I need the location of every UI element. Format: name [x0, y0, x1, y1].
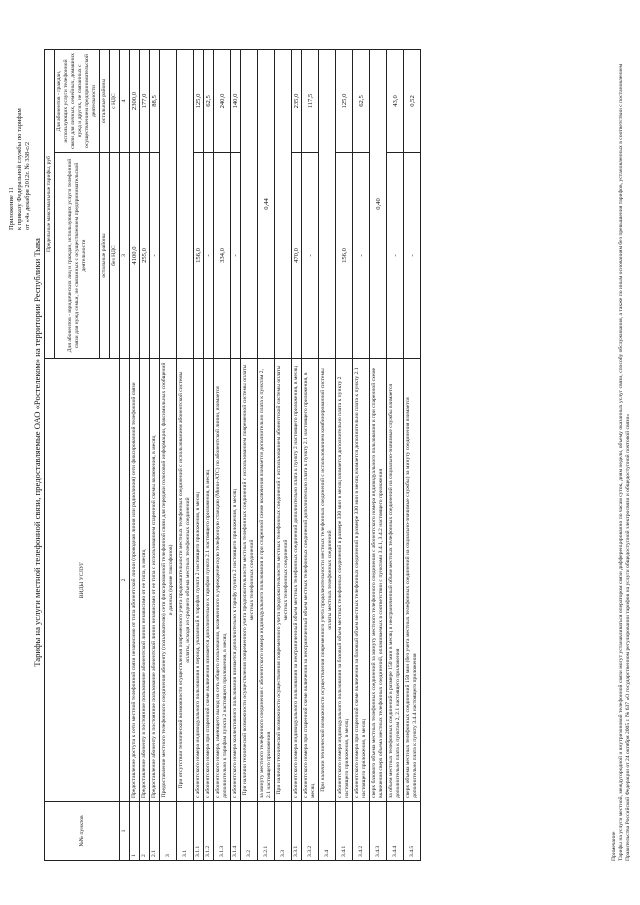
table-row — [302, 50, 319, 861]
table-row — [204, 50, 214, 861]
table-row — [336, 50, 353, 861]
note — [611, 44, 632, 861]
row-value-citizen: 235,0 — [292, 50, 302, 153]
appendix-block — [8, 40, 32, 230]
row-number: 3.1.4 — [231, 802, 241, 861]
row-number: 3.4.1 — [336, 802, 353, 861]
header-services: ВИДЫ УСЛУГ — [45, 359, 120, 802]
row-number: 3.2 — [241, 802, 258, 861]
row-value-citizen: 62,5 — [204, 50, 214, 153]
row-empty-values — [241, 50, 258, 359]
appendix-line-2: к приказу Федеральной службы по тарифам — [16, 108, 23, 230]
row-service: При наличии технической возможности осуществления повременного учета продолжительности местных телефонных соединений с использованием повременной системы оплаты местных телефонных соединений — [241, 359, 258, 802]
row-value-legal: - — [404, 153, 421, 359]
row-value-citizen: 88,5 — [150, 50, 160, 153]
row-number: 1 — [130, 802, 140, 861]
row-service: При наличии технической возможности осуществления повременного учета продолжительности местных телефонных соединений с использованием абонентской системы оплаты местных телефонных соединений — [275, 359, 292, 802]
note-label: Примечание — [611, 831, 617, 861]
header-num: №№ пунктов — [45, 802, 120, 861]
row-empty-values — [160, 50, 177, 359]
row-empty-values — [319, 50, 336, 359]
table-row — [353, 50, 370, 861]
table-row — [214, 50, 231, 861]
row-value-legal: 334,0 — [214, 153, 231, 359]
table-row — [370, 50, 387, 861]
row-service: сверх объема местных телефонных соединений 150 мин (без учета местных телефонных соединений на социально-значимые службы) за минуту соединения взимается дополнительно плата к пункту 3.4.4 настоящего приложения — [404, 359, 421, 802]
header-rest-2: остальные районы — [100, 50, 110, 153]
table-row — [404, 50, 421, 861]
row-value-citizen: 2300,0 — [130, 50, 140, 153]
table-row — [150, 50, 160, 861]
row-service: с абонентского номера коллективного пользования взимается дополнительно к тарифу пункта 2 настоящего приложения, в месяц — [231, 359, 241, 802]
table-row — [258, 50, 275, 861]
table-row — [160, 50, 177, 861]
row-value-legal: 255,0 — [140, 153, 150, 359]
row-service: за минуту местного телефонного соединения с абонентского номера индивидуального пользования и при спаренной схеме включения взимается дополнительно плата к пунктам 2, 2.1 настоящего приложения — [258, 359, 275, 802]
row-value-time: 0,40 — [370, 50, 387, 359]
header-rest-1: остальные районы — [100, 153, 110, 359]
row-value-legal: - — [302, 153, 319, 359]
row-value-citizen: 117,5 — [302, 50, 319, 153]
header-col-2: 2 — [120, 359, 130, 802]
row-service: Предоставление абоненту в постоянное пользование абонентской линии независимо от ее типа с использованием спаренной схемы включения, в месяц — [150, 359, 160, 802]
row-service: с абонентского номера, имеющего выход на сеть общего пользования, включенного в учрежденческую телефонную станцию (Мини-АТС) по абонентской линии, взимается дополнительно к тарифам пункта 2 настоящего приложения, в месяц — [214, 359, 231, 802]
row-number: 3.4.5 — [404, 802, 421, 861]
row-value-citizen: 240,0 — [214, 50, 231, 153]
row-number: 2 — [140, 802, 150, 861]
header-col-1: 1 — [120, 802, 130, 861]
row-number: 3.3 — [275, 802, 292, 861]
table-row — [241, 50, 258, 861]
row-number: 3.4.2 — [353, 802, 370, 861]
header-vat: с НДС — [110, 50, 120, 153]
table-row — [130, 50, 140, 861]
row-number: 3.4 — [319, 802, 336, 861]
row-service: Предоставление местного телефонного соединения абоненту (пользователю) сети фиксированной телефонной связи для передачи голосовой информации, факсимильных сообщений и данных (кроме таксофонов) — [160, 359, 177, 802]
row-service: с абонентского номера при спаренной схеме включения за неограниченный объем местных телефонных соединений дополнительно плата к пункту 2.1 настоящего приложения, в месяц — [302, 359, 319, 802]
header-limit: Предельные максимальные тарифы, руб — [45, 50, 55, 359]
table-row — [387, 50, 404, 861]
table-row — [292, 50, 302, 861]
row-number: 3.4.4 — [387, 802, 404, 861]
row-value-time: 0,44 — [258, 50, 275, 359]
row-empty-values — [177, 50, 194, 359]
row-number: 3.3.2 — [302, 802, 319, 861]
row-value-legal: - — [231, 153, 241, 359]
row-empty-values — [275, 50, 292, 359]
appendix-line-1: Приложение 11 — [8, 187, 15, 230]
row-number: 3.1.3 — [214, 802, 231, 861]
table-row — [319, 50, 336, 861]
row-value-legal: - — [204, 153, 214, 359]
row-number: 3.1 — [177, 802, 194, 861]
row-service: с абонентского номера индивидуального пользования в период, указанный в тарифах пункта 2 настоящего приложения, в месяц — [194, 359, 204, 802]
row-value-legal: - — [150, 153, 160, 359]
row-service: Предоставление абоненту в постоянное пользование абонентской линии независимо от ее типа, в месяц — [140, 359, 150, 802]
table-row — [140, 50, 150, 861]
appendix-line-3: от «4» декабря 2012г. № 338-с/2 — [24, 141, 31, 230]
row-service: Предоставление доступа к сети местной телефонной связи независимо от типа абонентской линии (проводная линия или радиолиния) сети фиксированной телефонной связи — [130, 359, 140, 802]
row-number: 3 — [160, 802, 177, 861]
row-value-citizen: 177,0 — [140, 50, 150, 153]
header-col-4: 4 — [120, 50, 130, 153]
row-number: 3.4.3 — [370, 802, 387, 861]
row-number: 3.1.2 — [204, 802, 214, 861]
row-number: 3.1.1 — [194, 802, 204, 861]
row-service: сверх базового объема местных телефонных соединений за минуту местного телефонного соединения с абонентского номера индивидуального пользования и при спаренной схеме включения сверх объема местных телефонных соединений, оплачиваемых в соответствии с пунктами 3.4.1, 3.4.2 настоящего приложения — [370, 359, 387, 802]
row-number: 3.3.1 — [292, 802, 302, 861]
row-value-legal: - — [353, 153, 370, 359]
row-value-citizen: 125,0 — [336, 50, 353, 153]
row-service: с абонентского номера индивидуального пользования за базовый объем местных телефонных соединений в размере 330 мин в месяц взимается дополнительно плата к пункту 2 настоящего приложения, в месяц — [336, 359, 353, 802]
row-number: 3.2.1 — [258, 802, 275, 861]
header-novat: без НДС — [110, 153, 120, 359]
header-group-2: Для абонентов - граждан, использующих услуги телефонной связи для личных, семейных, домашних нужд и других, не связанных с осуществлением предпринимательской деятельности — [55, 50, 100, 153]
note-text: Тарифы на услуги местной, междугородной и внутризоновой телефонной связи могут устанавливаться оператором связи дифференцированно по часам суток, дням недели, объему оказанных услуг связи, способу обслуживания, а также по иным основаниям без превышения тарифов, установленных в соответствии с постановлением Правительства Российской Федерации от 24 октября 2005 г. № 637 «О государственном регулировании тарифов на услуги общедоступной электросвязи и общедоступной почтовой связи» — [618, 63, 631, 861]
row-service: При наличии технической возможности осуществления повременного учета продолжительности местных телефонных соединений с использованием комбинированной системы оплаты местных телефонных соединений — [319, 359, 336, 802]
row-service: с абонентского номера при спаренной схеме включения взимается дополнительно к тарифам пункта 2.1 настоящего приложения, в месяц — [204, 359, 214, 802]
table-row — [275, 50, 292, 861]
row-value-legal: 156,0 — [194, 153, 204, 359]
row-value-legal: 470,0 — [292, 153, 302, 359]
header-group-1: Для абонентов - юридических лиц и граждан, использующих услуги телефонной связи для нужд семьи, не связанных с осуществлением предпринимательской деятельности — [55, 153, 100, 359]
row-service: с абонентского номера индивидуального пользования за неограниченный объем местных телефонных соединений дополнительно плата к пункту 2 настоящего приложения, в месяц — [292, 359, 302, 802]
row-value-citizen: 43,0 — [387, 50, 404, 153]
row-service: с абонентского номера при спаренной схеме включения за базовый объем местных телефонных соединений в размере 330 мин в месяц взимается дополнительно плата к пункту 2.1 настоящего приложения, в месяц — [353, 359, 370, 802]
row-value-citizen: 140,0 — [231, 50, 241, 153]
header-col-3: 3 — [120, 153, 130, 359]
row-value-legal: - — [387, 153, 404, 359]
row-number: 2.1 — [150, 802, 160, 861]
row-value-citizen: 0,52 — [404, 50, 421, 153]
row-service: за объем местных телефонных соединений в размере 150 мин в месяц и неограниченный объем местных телефонных соединений на социально-значимые службы взимается дополнительно плата к пунктам 2, 2.1 настоящего приложения — [387, 359, 404, 802]
row-value-legal: 4100,0 — [130, 153, 140, 359]
document-title: Тарифы на услуги местной телефонной связи, предоставляемые ОАО «Ростелеком» на территории Республики Тыва — [32, 238, 42, 667]
row-value-citizen: 62,5 — [353, 50, 370, 153]
table-row — [231, 50, 241, 861]
table-row — [194, 50, 204, 861]
table-row — [177, 50, 194, 861]
row-value-citizen: 125,0 — [194, 50, 204, 153]
row-service: При отсутствии технической возможности осуществления повременного учета продолжительности местных телефонных соединений с использованием абонентской системы оплаты, исходя из среднего объема местных телефонных соединений — [177, 359, 194, 802]
row-value-legal: 156,0 — [336, 153, 353, 359]
tariff-table — [44, 49, 421, 861]
